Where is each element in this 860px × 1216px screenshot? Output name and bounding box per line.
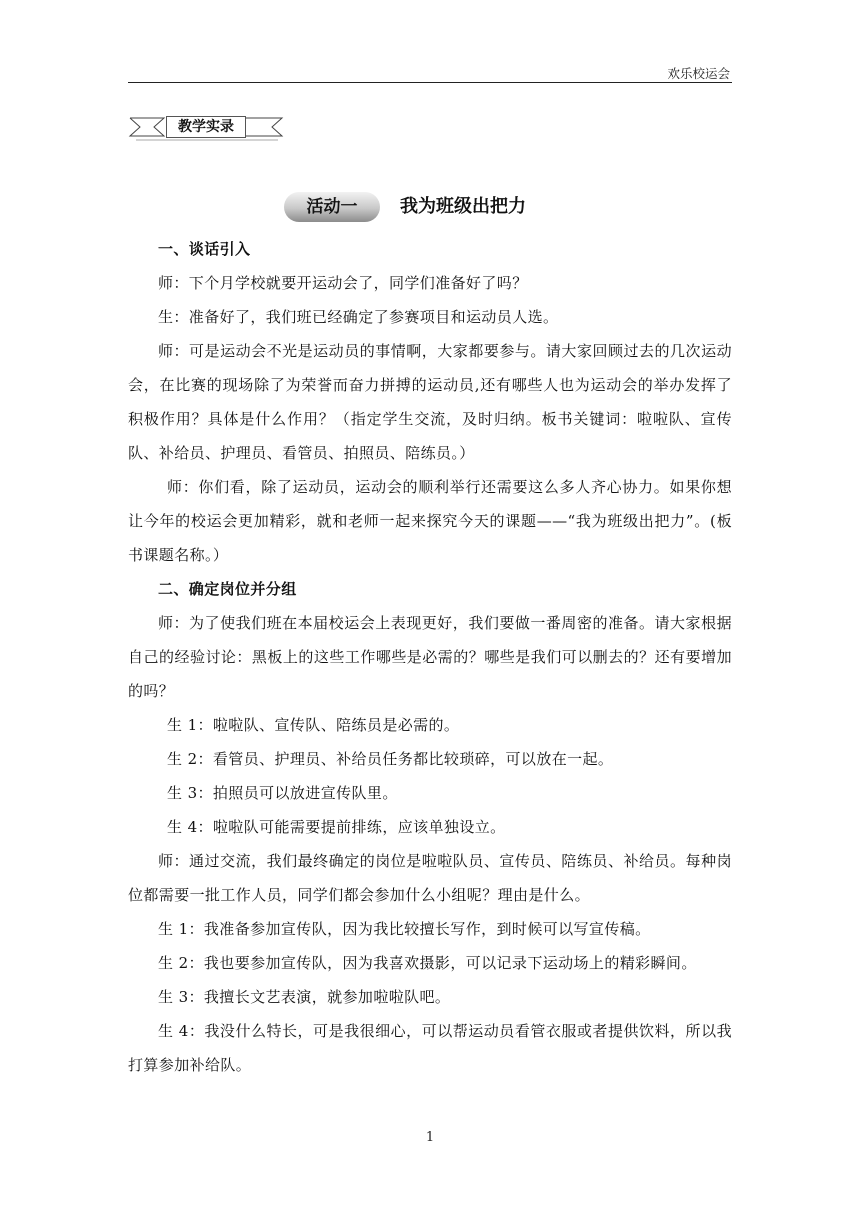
dialogue-paragraph: 生 3：我擅长文艺表演，就参加啦啦队吧。 — [158, 988, 451, 1006]
dialogue-paragraph: 生 2：看管员、护理员、补给员任务都比较琐碎，可以放在一起。 — [167, 750, 614, 768]
page-number: 1 — [425, 1130, 435, 1145]
dialogue-paragraph: 生 1：我准备参加宣传队，因为我比较擅长写作，到时候可以写宣传稿。 — [158, 920, 651, 938]
running-header: 欢乐校运会 — [667, 66, 730, 81]
activity-heading — [284, 190, 584, 226]
dialogue-paragraph: 师：为了使我们班在本届校运会上表现更好，我们要做一番周密的准备。请大家根据自己的经验讨论：黑板上的这些工作哪些是必需的？哪些是我们可以删去的？还有要增加的吗？ — [128, 614, 732, 700]
dialogue-paragraph: 师：下个月学校就要开运动会了，同学们准备好了吗？ — [158, 274, 528, 292]
dialogue-paragraph: 生 2：我也要参加宣传队，因为我喜欢摄影，可以记录下运动场上的精彩瞬间。 — [158, 954, 697, 972]
dialogue-paragraph: 师：通过交流，我们最终确定的岗位是啦啦队员、宣传员、陪练员、补给员。每种岗位都需要一批工作人员，同学们都会参加什么小组呢？理由是什么。 — [128, 852, 732, 904]
dialogue-paragraph: 生 1：啦啦队、宣传队、陪练员是必需的。 — [167, 716, 460, 734]
dialogue-paragraph: 生：准备好了，我们班已经确定了参赛项目和运动员人选。 — [158, 308, 559, 326]
header-rule — [128, 82, 732, 83]
dialogue-paragraph: 师：你们看，除了运动员，运动会的顺利举行还需要这么多人齐心协力。如果你想让今年的校运会更加精彩，就和老师一起来探究今天的课题——“我为班级出把力”。(板书课题名称。） — [128, 478, 732, 564]
section-heading-intro: 一、谈话引入 — [158, 240, 251, 258]
section-heading-grouping: 二、确定岗位并分组 — [158, 580, 297, 598]
section-banner — [128, 112, 288, 144]
activity-tag: 活动一 — [284, 192, 380, 222]
lesson-body — [128, 232, 732, 1082]
activity-title: 我为班级出把力 — [400, 196, 526, 217]
banner-label: 教学实录 — [166, 116, 246, 138]
dialogue-paragraph: 生 4：我没什么特长，可是我很细心，可以帮运动员看管衣服或者提供饮料，所以我打算参加补给队。 — [128, 1022, 732, 1074]
dialogue-paragraph: 生 3：拍照员可以放进宣传队里。 — [167, 784, 398, 802]
dialogue-paragraph: 生 4：啦啦队可能需要提前排练，应该单独设立。 — [167, 818, 506, 836]
dialogue-paragraph: 师：可是运动会不光是运动员的事情啊，大家都要参与。请大家回顾过去的几次运动会，在比赛的现场除了为荣誉而奋力拼搏的运动员,还有哪些人也为运动会的举办发挥了积极作用？具体是什么作用？（指定学生交流，及时归纳。板书关键词：啦啦队、宣传队、补给员、护理员、看管员、拍照员、陪练员。） — [128, 342, 732, 462]
